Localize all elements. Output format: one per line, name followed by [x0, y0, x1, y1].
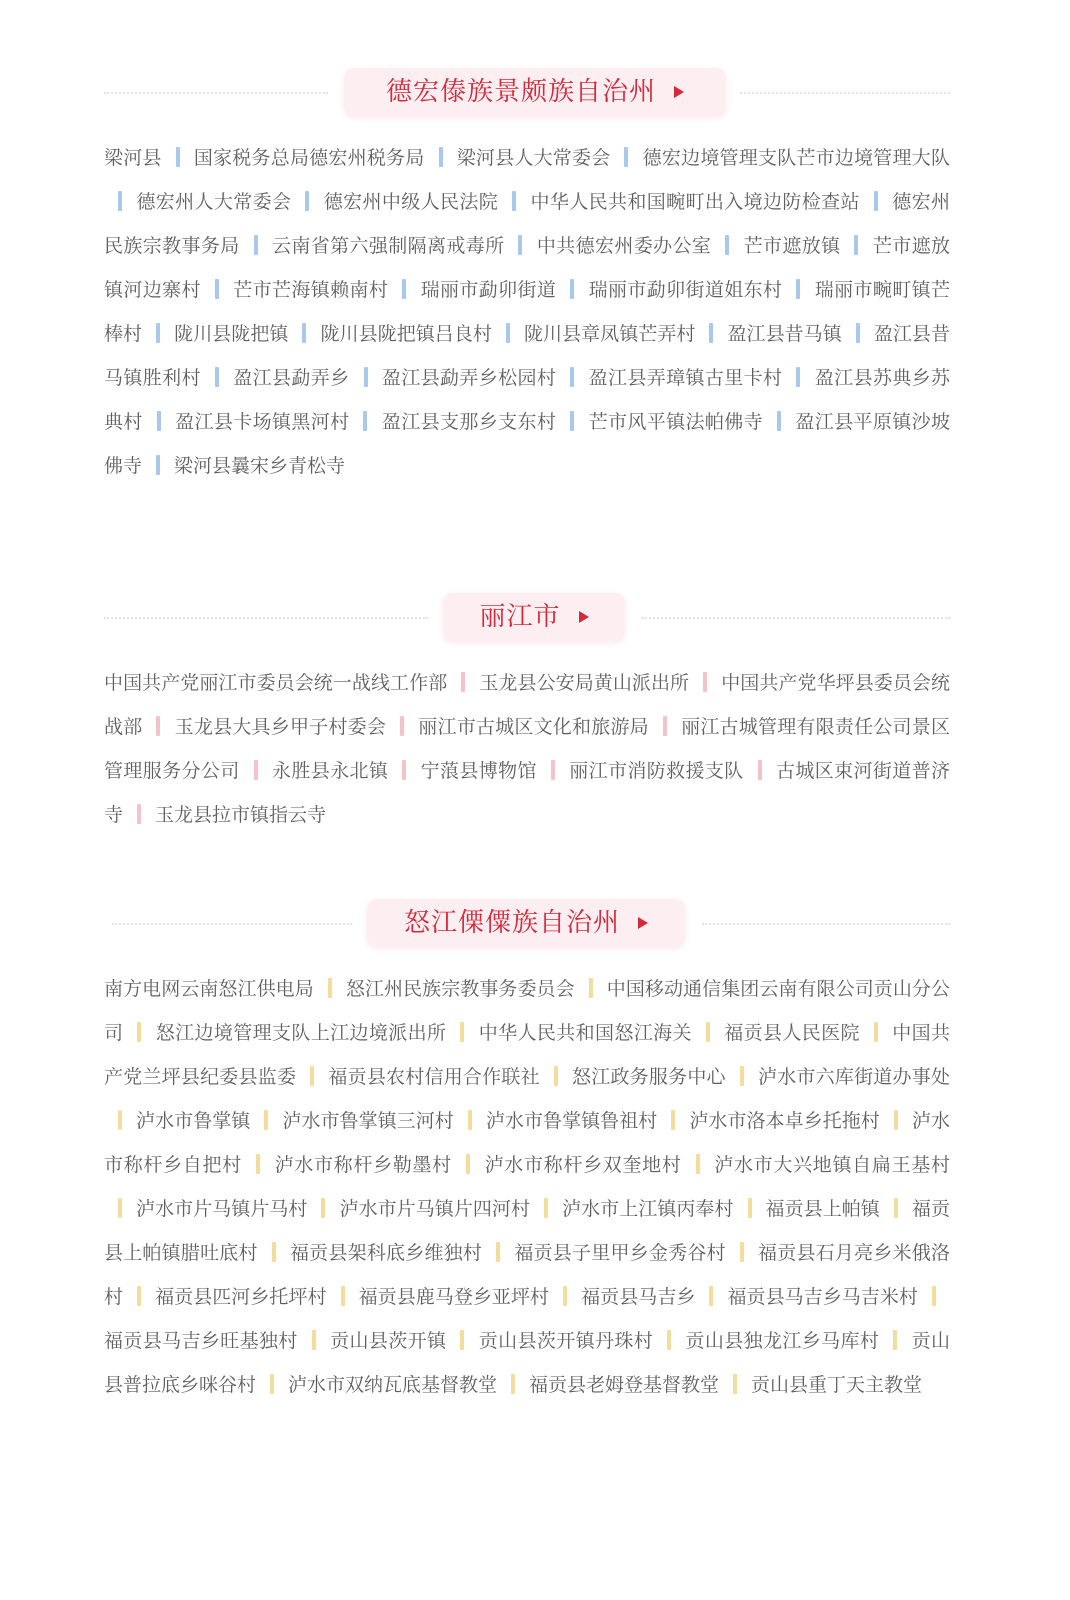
organization-item: 芒市遮放镇河边寨村 — [104, 235, 950, 301]
organization-item: 泸水市鲁掌镇鲁祖村 — [485, 1110, 658, 1132]
separator-bar — [363, 411, 367, 431]
organization-item: 梁河县 — [104, 147, 162, 169]
organization-item: 泸水市片马镇片四河村 — [339, 1198, 531, 1220]
separator-bar — [215, 367, 219, 387]
organization-item: 玉龙县公安局黄山派出所 — [479, 672, 690, 694]
organization-item: 德宏州民族宗教事务局 — [104, 191, 950, 257]
separator-bar — [137, 1286, 141, 1306]
organization-item: 南方电网云南怒江供电局 — [104, 978, 314, 1000]
section-dehong — [104, 68, 950, 488]
organization-item: 梁河县人大常委会 — [456, 147, 611, 169]
separator-bar — [740, 1242, 744, 1262]
separator-bar — [310, 1066, 314, 1086]
organization-item: 泸水市鲁掌镇三河村 — [282, 1110, 454, 1132]
separator-bar — [506, 323, 510, 343]
divider-left — [104, 617, 428, 619]
organization-item: 宁蒗县博物馆 — [420, 760, 537, 782]
organization-item: 中华人民共和国怒江海关 — [478, 1022, 692, 1044]
separator-bar — [894, 1198, 898, 1218]
separator-bar — [709, 1286, 713, 1306]
separator-bar — [511, 1374, 515, 1394]
separator-bar — [328, 978, 332, 998]
separator-bar — [570, 411, 574, 431]
separator-bar — [157, 411, 161, 431]
separator-bar — [321, 1198, 325, 1218]
organization-item: 中国共产党兰坪县纪委县监委 — [104, 1022, 950, 1088]
separator-bar — [570, 367, 574, 387]
separator-bar — [894, 1110, 898, 1130]
organization-item: 盈江县卡场镇黑河村 — [174, 411, 350, 433]
separator-bar — [402, 279, 406, 299]
separator-bar — [512, 191, 516, 211]
organization-item: 德宏州人大常委会 — [136, 191, 292, 213]
separator-bar — [254, 235, 258, 255]
organization-item: 福贡县上帕镇 — [765, 1198, 880, 1220]
separator-bar — [254, 760, 258, 780]
separator-bar — [589, 978, 593, 998]
separator-bar — [671, 1110, 675, 1130]
organization-item: 贡山县独龙江乡马库村 — [685, 1330, 880, 1352]
organization-item: 福贡县马吉乡马吉米村 — [727, 1286, 918, 1308]
organization-item: 泸水市鲁掌镇 — [136, 1110, 251, 1132]
separator-bar — [402, 760, 406, 780]
organization-item: 泸水市上江镇丙奉村 — [562, 1198, 734, 1220]
organization-item: 盈江县弄璋镇古里卡村 — [588, 367, 783, 389]
section-title: 丽江市 — [479, 602, 561, 632]
separator-bar — [854, 235, 858, 255]
divider-right — [642, 617, 950, 619]
organization-item: 云南省第六强制隔离戒毒所 — [271, 235, 505, 257]
separator-bar — [256, 1154, 260, 1174]
section-title-pill[interactable] — [443, 593, 625, 641]
organization-item: 古城区束河街道普济寺 — [104, 760, 950, 826]
organization-item: 梁河县曩宋乡青松寺 — [174, 455, 346, 477]
organization-item: 盈江县支那乡支东村 — [381, 411, 557, 433]
organization-item: 贡山县普拉底乡咪谷村 — [104, 1330, 950, 1396]
organization-item: 贡山县重丁天主教堂 — [751, 1374, 923, 1396]
organization-item: 盈江县苏典乡苏典村 — [104, 367, 950, 433]
organization-item: 盈江县昔马镇 — [727, 323, 842, 345]
divider-right — [702, 923, 950, 925]
organization-item: 怒江边境管理支队上江边境派出所 — [155, 1022, 447, 1044]
organization-item: 中国共产党丽江市委员会统一战线工作部 — [104, 672, 448, 694]
separator-bar — [270, 1374, 274, 1394]
organization-item: 瑞丽市勐卯街道 — [420, 279, 557, 301]
separator-bar — [400, 716, 404, 736]
organization-item: 福贡县匹河乡托坪村 — [155, 1286, 327, 1308]
separator-bar — [551, 760, 555, 780]
organization-item: 泸水市称杆乡勒墨村 — [273, 1154, 452, 1176]
separator-bar — [706, 1022, 710, 1042]
organization-item: 怒江州民族宗教事务委员会 — [345, 978, 575, 1000]
separator-bar — [874, 191, 878, 211]
organization-item: 贡山县茨开镇丹珠村 — [478, 1330, 654, 1352]
separator-bar — [796, 367, 800, 387]
organization-item: 福贡县石月亮乡米俄洛村 — [104, 1242, 950, 1308]
organization-item: 陇川县陇把镇吕良村 — [320, 323, 492, 345]
organization-item: 芒市遮放镇 — [743, 235, 841, 257]
organization-item: 盈江县昔马镇胜利村 — [104, 323, 950, 389]
organization-item: 丽江市消防救援支队 — [568, 760, 744, 782]
separator-bar — [932, 1286, 936, 1306]
separator-bar — [663, 716, 667, 736]
separator-bar — [215, 279, 219, 299]
organization-item: 盈江县平原镇沙坡佛寺 — [104, 411, 950, 477]
organization-item: 泸水市大兴地镇自扁王基村 — [713, 1154, 950, 1176]
separator-bar — [709, 323, 713, 343]
organization-item: 泸水市称杆乡自把村 — [104, 1110, 950, 1176]
separator-bar — [856, 323, 860, 343]
organization-item: 泸水市双纳瓦底基督教堂 — [288, 1374, 498, 1396]
separator-bar — [570, 279, 574, 299]
organization-list — [104, 661, 950, 837]
organization-item: 福贡县人民医院 — [723, 1022, 860, 1044]
divider-left — [104, 92, 328, 94]
organization-item: 中国共产党华坪县委员会统战部 — [104, 672, 950, 738]
separator-bar — [137, 1022, 141, 1042]
section-header — [104, 899, 950, 947]
separator-bar — [725, 235, 729, 255]
separator-bar — [624, 147, 628, 167]
separator-bar — [176, 147, 180, 167]
organization-item: 泸水市六库街道办事处 — [757, 1066, 950, 1088]
organization-item: 泸水市片马镇片马村 — [136, 1198, 308, 1220]
organization-item: 德宏州中级人民法院 — [323, 191, 499, 213]
separator-bar — [893, 1330, 897, 1350]
separator-bar — [461, 672, 465, 692]
organization-item: 瑞丽市畹町镇芒棒村 — [104, 279, 950, 345]
organization-item: 盈江县勐弄乡松园村 — [381, 367, 557, 389]
separator-bar — [118, 191, 122, 211]
organization-item: 中国移动通信集团云南有限公司贡山分公司 — [104, 978, 950, 1044]
organization-item: 福贡县老姆登基督教堂 — [529, 1374, 720, 1396]
organization-item: 盈江县勐弄乡 — [232, 367, 350, 389]
separator-bar — [439, 147, 443, 167]
organization-item: 怒江政务服务中心 — [571, 1066, 726, 1088]
separator-bar — [758, 760, 762, 780]
play-arrow-icon — [674, 86, 684, 98]
separator-bar — [364, 367, 368, 387]
organization-item: 泸水市称杆乡双奎地村 — [483, 1154, 682, 1176]
separator-bar — [312, 1330, 316, 1350]
organization-item: 福贡县架科底乡维独村 — [289, 1242, 483, 1264]
separator-bar — [777, 411, 781, 431]
play-arrow-icon — [638, 917, 648, 929]
separator-bar — [156, 716, 160, 736]
organization-item: 永胜县永北镇 — [271, 760, 389, 782]
organization-item: 丽江古城管理有限责任公司景区管理服务分公司 — [104, 716, 950, 782]
organization-item: 福贡县农村信用合作联社 — [328, 1066, 540, 1088]
separator-bar — [733, 1374, 737, 1394]
organization-item: 福贡县鹿马登乡亚坪村 — [358, 1286, 550, 1308]
section-title: 怒江傈僳族自治州 — [403, 908, 620, 938]
separator-bar — [264, 1110, 268, 1130]
separator-bar — [468, 1110, 472, 1130]
separator-bar — [137, 804, 141, 824]
separator-bar — [748, 1198, 752, 1218]
organization-item: 丽江市古城区文化和旅游局 — [418, 716, 649, 738]
separator-bar — [740, 1066, 744, 1086]
organization-item: 玉龙县拉市镇指云寺 — [155, 804, 327, 826]
section-title: 德宏傣族景颇族自治州 — [385, 77, 656, 107]
section-header — [104, 68, 950, 116]
separator-bar — [554, 1066, 558, 1086]
separator-bar — [874, 1022, 878, 1042]
separator-bar — [460, 1330, 464, 1350]
separator-bar — [518, 235, 522, 255]
separator-bar — [466, 1154, 470, 1174]
section-header — [104, 593, 950, 641]
organization-item: 陇川县陇把镇 — [174, 323, 289, 345]
organization-item: 中华人民共和国畹町出入境边防检查站 — [530, 191, 860, 213]
separator-bar — [156, 455, 160, 475]
separator-bar — [796, 279, 800, 299]
separator-bar — [563, 1286, 567, 1306]
organization-item: 福贡县马吉乡 — [581, 1286, 696, 1308]
separator-bar — [302, 323, 306, 343]
organization-item: 福贡县子里甲乡金秀谷村 — [514, 1242, 726, 1264]
organization-list — [104, 967, 950, 1407]
organization-item: 泸水市洛本卓乡托拖村 — [689, 1110, 880, 1132]
organization-item: 芒市风平镇法帕佛寺 — [588, 411, 763, 433]
organization-item: 玉龙县大具乡甲子村委会 — [174, 716, 387, 738]
organization-item: 国家税务总局德宏州税务局 — [193, 147, 425, 169]
separator-bar — [156, 323, 160, 343]
section-title-pill[interactable] — [367, 899, 685, 947]
separator-bar — [460, 1022, 464, 1042]
section-title-pill[interactable] — [344, 68, 726, 116]
organization-list — [104, 136, 950, 488]
organization-item: 中共德宏州委办公室 — [536, 235, 712, 257]
separator-bar — [118, 1110, 122, 1130]
separator-bar — [118, 1198, 122, 1218]
section-nujiang — [104, 899, 950, 1407]
separator-bar — [341, 1286, 345, 1306]
organization-item: 陇川县章凤镇芒弄村 — [523, 323, 696, 345]
organization-item: 德宏边境管理支队芒市边境管理大队 — [642, 147, 950, 169]
separator-bar — [305, 191, 309, 211]
separator-bar — [703, 672, 707, 692]
organization-item: 贡山县茨开镇 — [329, 1330, 447, 1352]
separator-bar — [667, 1330, 671, 1350]
divider-right — [740, 92, 950, 94]
play-arrow-icon — [579, 611, 589, 623]
organization-item: 福贡县马吉乡旺基独村 — [104, 1330, 298, 1352]
separator-bar — [272, 1242, 276, 1262]
section-lijiang — [104, 593, 950, 837]
organization-item: 瑞丽市勐卯街道姐东村 — [588, 279, 783, 301]
organization-item: 芒市芒海镇赖南村 — [232, 279, 389, 301]
separator-bar — [544, 1198, 548, 1218]
separator-bar — [696, 1154, 700, 1174]
organization-item: 福贡县上帕镇腊吐底村 — [104, 1198, 950, 1264]
separator-bar — [496, 1242, 500, 1262]
divider-left — [112, 923, 352, 925]
